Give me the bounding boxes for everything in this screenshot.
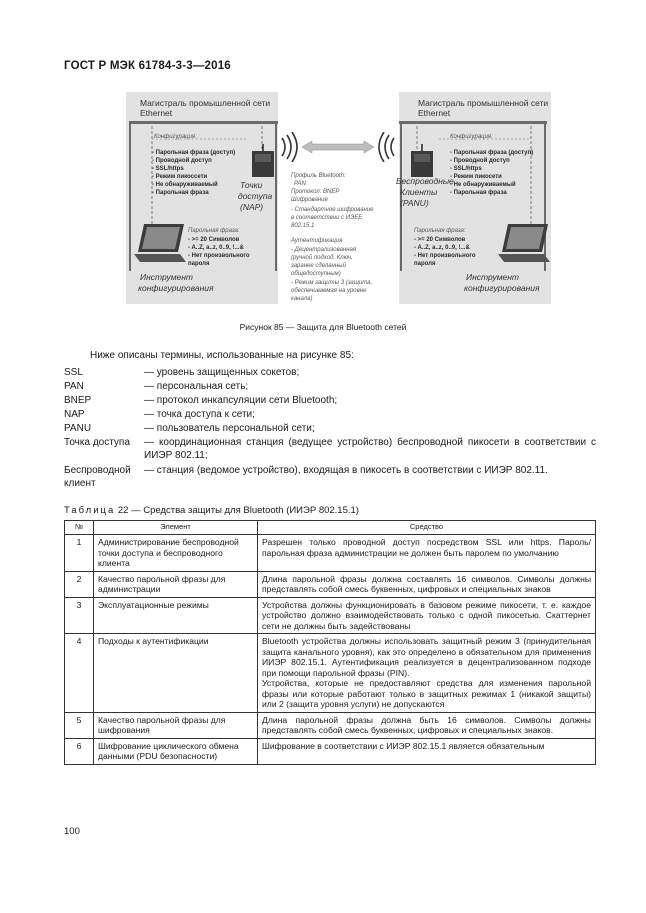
right-pass-item: - A..Z, a..z, 0..9, !...& <box>414 245 470 251</box>
term-name: PAN <box>64 381 84 392</box>
table-title-prefix: Таблица <box>64 505 116 516</box>
right-pass-item: пароля <box>414 261 436 267</box>
term-row <box>64 366 594 379</box>
wireless-client-icon <box>409 144 435 178</box>
left-config-item: - Режим пикоссети <box>152 174 208 180</box>
row-element: Шифрование циклического обмена данными (PDU безопасности) <box>94 738 258 764</box>
row-num: 6 <box>65 738 94 764</box>
left-tool-label: Инструмент <box>140 272 194 282</box>
row-element: Эксплуатационные режимы <box>94 597 258 634</box>
right-config-item: - SSL/https <box>450 166 482 172</box>
row-measure-paragraph: Bluetooth устройства должны использовать защитный режим 3 (принудительная защита канального уровня), как это определено в обязательном для применения ИИЭР 802.15.1. Аутентификация реализуется в децентрализованном подходе при помощи парольной фразы (PIN). <box>262 636 591 678</box>
mid-profile-item: Протокол: BNEP <box>291 189 340 195</box>
table-row <box>65 738 596 764</box>
client-label: Клиенты <box>400 187 438 197</box>
left-config-item: - SSL/https <box>152 166 184 172</box>
mid-profile-title: Профиль Bluetooth: <box>291 173 346 179</box>
left-tool-label: конфигурирования <box>138 283 214 293</box>
terms-intro: Ниже описаны термины, использованные на рисунке 85: <box>90 350 354 361</box>
header-element: Элемент <box>94 521 258 535</box>
row-num: 2 <box>65 571 94 597</box>
right-network-label: Магистраль промышленной сети <box>418 98 549 108</box>
term-row <box>64 380 594 393</box>
right-tool-label: конфигурирования <box>464 283 540 293</box>
table-row <box>65 535 596 572</box>
term-definition: — персональная сеть; <box>144 381 249 392</box>
row-measure-paragraph: Устройства, которые не предоставляют средства для изменения парольной фразы или которые работают только в защитных режимах 1 (никакой защиты) или 2 (защита уровня услуги) не допускаются <box>262 678 591 709</box>
mid-auth-item: обеспечиваемая на уровне <box>291 288 367 294</box>
figure-caption: Рисунок 85 — Защита для Bluetooth сетей <box>239 322 407 332</box>
right-config-item: - Не обнаруживаемый <box>450 182 516 188</box>
row-num: 5 <box>65 712 94 738</box>
right-pass-item: - >= 20 Символов <box>414 237 466 243</box>
mid-auth-item: общедоступным) <box>291 271 341 277</box>
mid-auth-item: заранее сделанный <box>291 263 346 269</box>
term-definition: — станция (ведомое устройство), входящая в пикосеть в соответствии с ИИЭР 802.11. <box>144 465 548 476</box>
right-config-item: - Проводной доступ <box>450 158 510 164</box>
right-config-item: - Парольная фраза (доступ) <box>450 150 534 156</box>
left-config-item: - Парольная фраза (доступ) <box>152 150 236 156</box>
right-config-item: - Режим пикосети <box>450 174 502 180</box>
mid-profile-item: PAN <box>294 181 306 187</box>
row-measure: Длина парольной фразы должна быть 16 символов. Символы должны представлять собой смесь буквенных, цифровых и специальных знаков. <box>258 712 596 738</box>
mid-auth-item: канала) <box>291 296 313 302</box>
table-row <box>65 634 596 713</box>
right-config-item: - Парольная фраза <box>450 190 507 196</box>
term-row <box>64 464 594 490</box>
right-laptop-icon <box>498 222 550 266</box>
row-element: Качество парольной фразы для шифрования <box>94 712 258 738</box>
term-name: Беспроводной клиент <box>64 465 131 489</box>
wireless-link-graphic <box>276 132 400 162</box>
mid-profile-item: 802.15.1 <box>291 223 315 229</box>
term-definition: — точка доступа к сети; <box>144 409 255 420</box>
table-row <box>65 597 596 634</box>
table-title-text: 22 — Средства защиты для Bluetooth (ИИЭР 802.15.1) <box>117 505 359 516</box>
left-pass-item: - A..Z, a..z, 0..9, !...& <box>188 245 244 251</box>
row-measure: Длина парольной фразы должна составлять 16 символов. Символы должны представлять собой смесь буквенных, цифровых и специальных знаков <box>258 571 596 597</box>
row-element: Качество парольной фразы для администрации <box>94 571 258 597</box>
table-row <box>65 571 596 597</box>
security-table <box>64 520 596 765</box>
left-config-item: - Парольная фраза <box>152 190 209 196</box>
row-num: 3 <box>65 597 94 634</box>
term-row <box>64 394 594 407</box>
left-config-item: - Проводной доступ <box>152 158 212 164</box>
mid-auth-item: (ручной подход. Ключ, <box>291 255 353 261</box>
term-name: PANU <box>64 423 92 434</box>
right-pass-item: - Нет произвольного <box>414 253 476 259</box>
term-name: BNEP <box>64 395 92 406</box>
term-definition: — координационная станция (ведущее устройство) беспроводной пикосети в соответствии с ИИЭР 802.11; <box>144 437 596 461</box>
row-measure: Шифрование в соответствии с ИИЭР 802.15.1 является обязательным <box>258 738 596 764</box>
left-pass-title: Парольная фраза: <box>188 228 240 234</box>
table-header-row <box>65 521 596 535</box>
left-pass-item: пароля <box>188 261 210 267</box>
term-definition: — уровень защищенных сокетов; <box>144 367 300 378</box>
ap-label: (NAP) <box>240 202 264 212</box>
access-point-icon <box>250 144 276 178</box>
mid-profile-item: в соответствии с ИЭЕЕ <box>291 215 363 221</box>
term-row <box>64 436 594 462</box>
row-measure <box>258 634 596 713</box>
left-laptop-icon <box>134 222 186 266</box>
table-title <box>64 505 359 516</box>
mid-profile-item: Шифрование <box>291 197 328 203</box>
client-label: Беспроводные <box>396 176 454 186</box>
left-pass-item: - >= 20 Символов <box>188 237 240 243</box>
bluetooth-network-figure <box>126 92 551 310</box>
term-name: SSL <box>64 367 83 378</box>
left-config-title: Конфигурация: <box>154 134 197 140</box>
term-definition: — протокол инкапсуляции сети Bluetooth; <box>144 395 338 406</box>
row-element: Подходы к аутентификации <box>94 634 258 713</box>
row-measure: Разрешен только проводной доступ посредством SSL или https. Пароль/парольная фраза администрации не должен быть паролем по умолчанию <box>258 535 596 572</box>
header-measure: Средство <box>258 521 596 535</box>
table-row <box>65 712 596 738</box>
mid-auth-title: Аутентификация <box>291 238 343 244</box>
left-config-item: - Не обнаруживаемый <box>152 182 218 188</box>
header-num: № <box>65 521 94 535</box>
ap-label: Точки <box>240 180 263 190</box>
right-tool-label: Инструмент <box>466 272 520 282</box>
row-measure: Устройства должны функционировать в базовом режиме пикосети, т. е. каждое устройство должно взаимодействовать только с одной пикосетью. Скаттернет сети не должны быть задействованы <box>258 597 596 634</box>
term-name: Точка доступа <box>64 437 130 448</box>
left-pass-item: - Нет произвольного <box>188 253 250 259</box>
left-network-label: Магистраль промышленной сети <box>140 98 271 108</box>
client-label: (PANU) <box>400 198 429 208</box>
page-number: 100 <box>64 826 80 837</box>
right-ethernet-label: Ethernet <box>418 108 451 118</box>
left-ethernet-label: Ethernet <box>140 108 173 118</box>
document-header: ГОСТ Р МЭК 61784-3-3—2016 <box>64 60 231 72</box>
term-definition: — пользователь персональной сети; <box>144 423 315 434</box>
mid-auth-item: - Режим защиты 3 (защита, <box>291 280 373 286</box>
mid-auth-item: - Децентрализованная <box>291 247 357 253</box>
mid-profile-item: - Стандартное шифрование <box>291 207 374 213</box>
right-pass-title: Парольная фраза: <box>414 228 466 234</box>
row-element: Администрирование беспроводной точки доступа и беспроводного клиента <box>94 535 258 572</box>
right-config-title: Конфигурация: <box>450 134 493 140</box>
row-num: 1 <box>65 535 94 572</box>
row-num: 4 <box>65 634 94 713</box>
term-name: NAP <box>64 409 85 420</box>
ap-label: доступа <box>238 191 273 201</box>
term-row <box>64 422 594 435</box>
term-row <box>64 408 594 421</box>
